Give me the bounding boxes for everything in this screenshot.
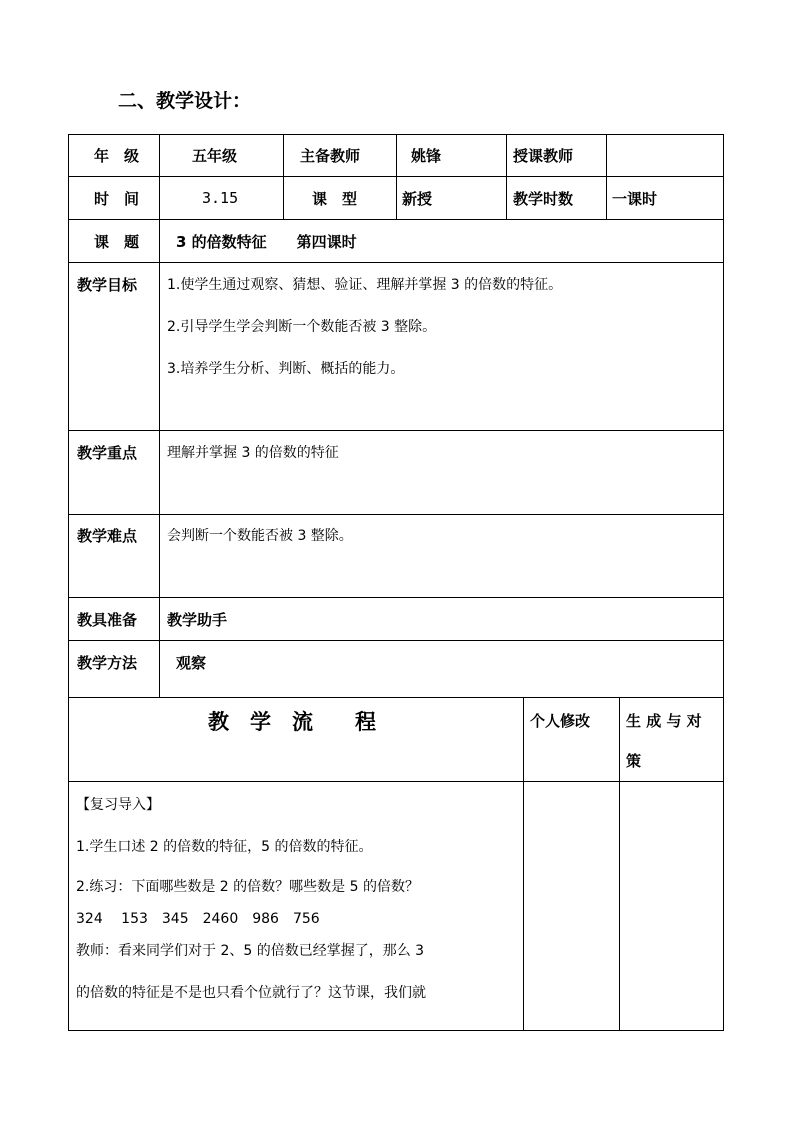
flow-title: 教 学 流 程 — [208, 710, 376, 734]
lead-teacher-label: 主备教师 — [300, 147, 361, 165]
flow-line: 1.学生口述 2 的倍数的特征，5 的倍数的特征。 — [76, 839, 373, 855]
strategy-header-line2: 策 — [626, 752, 642, 770]
topic-value: 3 的倍数特征 第四课时 — [176, 233, 357, 251]
goal-item: 3.培养学生分析、判断、概括的能力。 — [167, 361, 405, 377]
key-point-value: 理解并掌握 3 的倍数的特征 — [167, 445, 339, 461]
goal-item: 1.使学生通过观察、猜想、验证、理解并掌握 3 的倍数的特征。 — [167, 277, 563, 293]
flow-line: 教师：看来同学们对于 2、5 的倍数已经掌握了，那么 3 — [76, 943, 425, 959]
flow-line: 2.练习：下面哪些数是 2 的倍数？哪些数是 5 的倍数？ — [76, 879, 419, 895]
goals-label: 教学目标 — [77, 276, 138, 294]
time-label: 时 间 — [94, 190, 140, 208]
type-value: 新授 — [402, 190, 433, 208]
hours-value: 一课时 — [612, 190, 658, 208]
key-point-label: 教学重点 — [77, 444, 138, 462]
flow-line: 324 153 345 2460 986 756 — [76, 911, 320, 927]
flow-section-title: 【复习导入】 — [76, 797, 160, 813]
time-value: 3.15 — [202, 189, 239, 207]
method-value: 观察 — [176, 654, 207, 672]
flow-line: 的倍数的特征是不是也只看个位就行了？这节课，我们就 — [76, 985, 426, 1001]
tools-label: 教具准备 — [77, 611, 138, 629]
lecturer-label: 授课教师 — [513, 147, 574, 165]
difficulty-value: 会判断一个数能否被 3 整除。 — [167, 528, 353, 544]
strategy-header-line1: 生 成 与 对 — [626, 712, 702, 730]
section-heading: 二、教学设计： — [118, 90, 252, 112]
personal-edit-header: 个人修改 — [530, 712, 591, 730]
lead-teacher-value: 姚锋 — [411, 147, 442, 165]
tools-value: 教学助手 — [167, 611, 228, 629]
goal-item: 2.引导学生学会判断一个数能否被 3 整除。 — [167, 319, 437, 335]
method-label: 教学方法 — [77, 654, 138, 672]
hours-label: 教学时数 — [513, 190, 574, 208]
grade-label: 年 级 — [94, 147, 140, 165]
topic-label: 课 题 — [94, 233, 140, 251]
difficulty-label: 教学难点 — [77, 527, 138, 545]
type-label: 课 型 — [312, 190, 358, 208]
grade-value: 五年级 — [192, 147, 238, 165]
